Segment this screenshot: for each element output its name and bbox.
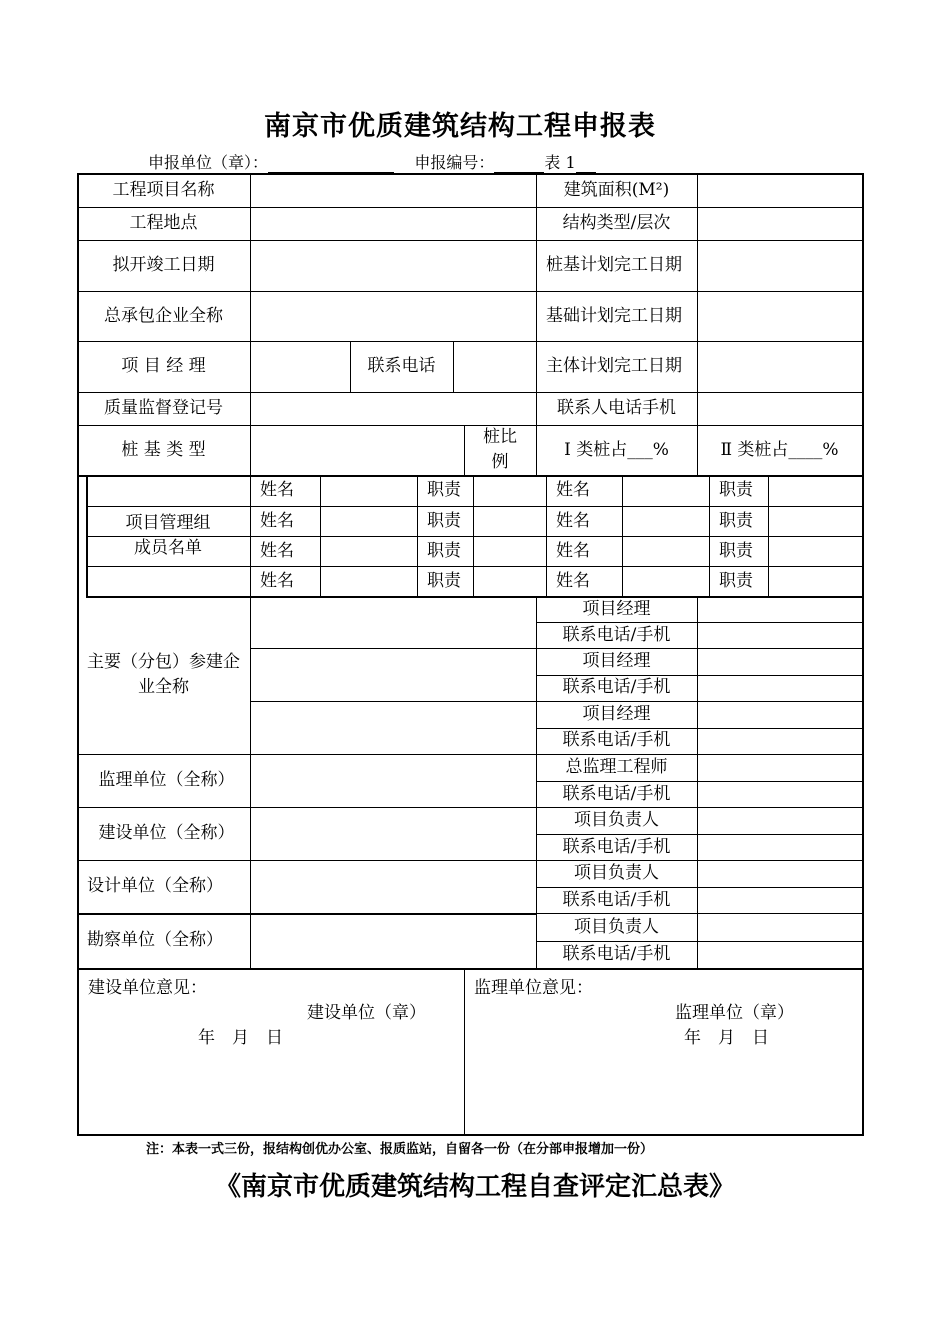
label-subcontract-pm — [536, 596, 697, 622]
label-team-name — [546, 536, 622, 566]
field-supervision-name[interactable] — [250, 754, 536, 807]
label-pile-ratio-text: 桩比例 — [483, 427, 517, 472]
label-team-duty-text: 职责 — [427, 570, 461, 591]
label-team-duty-text: 职责 — [427, 480, 461, 500]
field-start-end-date[interactable] — [250, 240, 536, 291]
header-line — [148, 150, 596, 173]
owner-seal-label: 建设单位（章） — [307, 1003, 426, 1023]
label-construction-phone-text: 联系电话/手机 — [562, 836, 671, 857]
field-pile-type[interactable] — [250, 425, 464, 475]
field-supervision-chief[interactable] — [697, 754, 862, 781]
label-contact-mobile — [536, 392, 697, 425]
label-location-text: 工程地点 — [129, 213, 198, 233]
field-construction-name[interactable] — [250, 807, 536, 860]
label-pile-type — [77, 425, 250, 475]
footnote: 注：本表一式三份，报结构创优办公室、报质监站，自留各一份（在分部申报增加一份） — [146, 1142, 654, 1157]
label-main-plan-date — [536, 341, 697, 392]
number-blank[interactable] — [494, 158, 544, 173]
label-building-area-text: 建筑面积(M²) — [563, 179, 670, 200]
label-team-name-text: 姓名 — [260, 570, 294, 591]
table-rule — [77, 1134, 864, 1136]
label-construction-leader — [536, 807, 697, 834]
label-team-text: 项目管理组成员名单 — [125, 512, 211, 558]
label-team-duty — [417, 566, 473, 596]
label-pile-ratio — [464, 425, 536, 475]
label-construction-phone — [536, 834, 697, 860]
field-team-name[interactable] — [320, 536, 417, 566]
field-team-duty[interactable] — [473, 475, 546, 506]
field-supervision-phone[interactable] — [697, 781, 862, 807]
table-number: 表 1 — [544, 153, 576, 172]
label-subcontract-text: 主要（分包）参建企业全称 — [87, 652, 240, 697]
field-design-leader[interactable] — [697, 860, 862, 887]
label-design-text: 设计单位（全称） — [87, 876, 223, 896]
field-building-area[interactable] — [697, 173, 862, 207]
label-team-duty — [417, 475, 473, 506]
label-start-end-date-text: 拟开竣工日期 — [112, 255, 215, 275]
label-design — [77, 860, 250, 913]
label-survey-leader-text: 项目负责人 — [574, 916, 659, 937]
label-contact-mobile-text: 联系人电话手机 — [557, 398, 676, 418]
label-contact-phone-text: 联系电话 — [367, 356, 436, 376]
field-contractor[interactable] — [250, 291, 536, 341]
field-subcontract-phone[interactable] — [697, 727, 862, 754]
label-subcontract-phone — [536, 674, 697, 701]
unit-blank[interactable] — [268, 158, 394, 173]
field-survey-name[interactable] — [250, 913, 536, 968]
field-foundation-plan-date[interactable] — [697, 291, 862, 341]
label-class2-pile — [697, 425, 862, 475]
label-subcontract-phone-text: 联系电话/手机 — [562, 677, 671, 697]
label-team-name-text: 姓名 — [260, 480, 294, 500]
field-team-duty[interactable] — [768, 536, 862, 566]
label-team-duty-text: 职责 — [427, 510, 461, 531]
label-subcontract-phone-text: 联系电话/手机 — [562, 730, 671, 750]
field-subcontract-name[interactable] — [250, 701, 536, 754]
field-team-name[interactable] — [622, 506, 709, 536]
field-subcontract-pm[interactable] — [697, 701, 862, 727]
label-design-phone — [536, 887, 697, 913]
field-team-name[interactable] — [320, 566, 417, 596]
label-team-name-text: 姓名 — [556, 480, 590, 500]
field-contact-phone[interactable] — [453, 341, 536, 392]
label-project-manager — [77, 341, 250, 392]
label-team-name-text: 姓名 — [260, 510, 294, 531]
label-team-duty — [709, 566, 768, 596]
label-team-duty-text: 职责 — [719, 480, 753, 500]
field-team-duty[interactable] — [768, 475, 862, 506]
field-team-name[interactable] — [622, 566, 709, 596]
label-survey — [77, 913, 250, 968]
field-project-name[interactable] — [250, 173, 536, 207]
field-team-name[interactable] — [320, 506, 417, 536]
label-start-end-date — [77, 240, 250, 291]
field-team-duty[interactable] — [473, 536, 546, 566]
field-survey-phone[interactable] — [697, 941, 862, 968]
field-subcontract-pm[interactable] — [697, 596, 862, 622]
label-structure-type — [536, 207, 697, 240]
label-team-duty-text: 职责 — [719, 570, 753, 591]
field-subcontract-name[interactable] — [250, 648, 536, 701]
label-project-name-text: 工程项目名称 — [112, 179, 215, 200]
label-team-duty — [709, 536, 768, 566]
label-foundation-plan-date-text: 基础计划完工日期 — [546, 305, 682, 326]
label-construction-text: 建设单位（全称） — [98, 823, 235, 843]
page-title: 南京市优质建筑结构工程申报表 — [264, 111, 656, 142]
field-team-duty[interactable] — [768, 566, 862, 596]
label-class2-pile-text: Ⅱ 类桩占____% — [720, 439, 839, 460]
label-structure-type-text: 结构类型/层次 — [562, 213, 671, 233]
label-project-manager-text: 项 目 经 理 — [121, 356, 206, 376]
field-pile-plan-date[interactable] — [697, 240, 862, 291]
label-project-name — [77, 173, 250, 207]
supervisor-date-label: 年 月 日 — [684, 1028, 769, 1048]
label-team-name-text: 姓名 — [260, 540, 294, 561]
label-design-phone-text: 联系电话/手机 — [562, 889, 671, 910]
label-subcontract-phone — [536, 727, 697, 754]
label-subcontract-phone — [536, 622, 697, 648]
label-supervision-phone — [536, 781, 697, 807]
field-main-plan-date[interactable] — [697, 341, 862, 392]
field-design-phone[interactable] — [697, 887, 862, 913]
field-design-name[interactable] — [250, 860, 536, 913]
field-subcontract-phone[interactable] — [697, 622, 862, 648]
field-location[interactable] — [250, 207, 536, 240]
label-survey-text: 勘察单位（全称） — [87, 930, 223, 950]
label-foundation-plan-date — [536, 291, 697, 341]
field-subcontract-name[interactable] — [250, 596, 536, 648]
field-team-name[interactable] — [320, 475, 417, 506]
label-supervision — [77, 754, 250, 807]
supervisor-opinion-title: 监理单位意见： — [474, 978, 593, 998]
label-team-name-text: 姓名 — [556, 570, 590, 591]
label-class1-pile-text: Ⅰ 类桩占___% — [564, 439, 669, 460]
label-design-leader-text: 项目负责人 — [574, 863, 659, 883]
label-survey-phone-text: 联系电话/手机 — [562, 944, 671, 964]
label-supervision-text: 监理单位（全称） — [98, 770, 235, 790]
field-team-duty[interactable] — [768, 506, 862, 536]
label-quality-reg-no — [77, 392, 250, 425]
field-owner-opinion[interactable] — [78, 1050, 463, 1133]
field-survey-leader[interactable] — [697, 913, 862, 941]
label-subcontract-pm — [536, 648, 697, 674]
label-subcontract-pm — [536, 701, 697, 727]
field-contact-mobile[interactable] — [697, 392, 862, 425]
label-team-duty-text: 职责 — [719, 540, 753, 561]
label-supervision-phone-text: 联系电话/手机 — [562, 783, 671, 804]
label-contractor-text: 总承包企业全称 — [104, 305, 223, 326]
label-team-duty — [709, 475, 768, 506]
field-supervisor-opinion[interactable] — [466, 1050, 861, 1133]
field-subcontract-phone[interactable] — [697, 674, 862, 701]
label-team-name — [250, 475, 320, 506]
label-team-name — [546, 566, 622, 596]
label-team-name — [546, 475, 622, 506]
label-team-name-text: 姓名 — [556, 540, 590, 561]
label-subcontract-phone-text: 联系电话/手机 — [562, 624, 671, 645]
label-team-duty-text: 职责 — [427, 540, 461, 561]
field-construction-phone[interactable] — [697, 834, 862, 860]
label-main-plan-date-text: 主体计划完工日期 — [546, 356, 682, 376]
field-subcontract-pm[interactable] — [697, 648, 862, 674]
label-construction-leader-text: 项目负责人 — [574, 810, 659, 830]
table-rule — [862, 173, 864, 1136]
summary-table-title: 《南京市优质建筑结构工程自查评定汇总表》 — [214, 1172, 735, 1202]
label-construction — [77, 807, 250, 860]
supervisor-seal-label: 监理单位（章） — [675, 1003, 794, 1023]
label-pile-plan-date-text: 桩基计划完工日期 — [546, 255, 682, 275]
label-pile-plan-date — [536, 240, 697, 291]
label-subcontract — [77, 596, 250, 754]
table-rule — [77, 968, 862, 970]
field-team-duty[interactable] — [473, 506, 546, 536]
label-team-duty — [417, 536, 473, 566]
label-team — [86, 475, 250, 596]
owner-opinion-title: 建设单位意见： — [88, 978, 207, 998]
label-subcontract-pm-text: 项目经理 — [582, 650, 651, 671]
label-team-duty — [709, 506, 768, 536]
field-project-manager[interactable] — [250, 341, 350, 392]
label-contact-phone — [350, 341, 453, 392]
label-pile-type-text: 桩 基 类 型 — [121, 439, 206, 460]
label-team-name — [546, 506, 622, 536]
field-team-name[interactable] — [622, 536, 709, 566]
field-team-name[interactable] — [622, 475, 709, 506]
table-number-blank — [576, 158, 596, 173]
field-quality-reg-no[interactable] — [250, 392, 536, 425]
label-team-name — [250, 536, 320, 566]
label-survey-phone — [536, 941, 697, 968]
label-team-duty-text: 职责 — [719, 510, 753, 531]
label-subcontract-pm-text: 项目经理 — [582, 598, 651, 619]
label-supervision-chief-text: 总监理工程师 — [565, 757, 668, 777]
label-quality-reg-no-text: 质量监督登记号 — [104, 398, 223, 418]
label-building-area — [536, 173, 697, 207]
label-team-duty — [417, 506, 473, 536]
label-team-name-text: 姓名 — [556, 510, 590, 531]
number-label: 申报编号： — [414, 153, 495, 172]
label-location — [77, 207, 250, 240]
label-class1-pile — [536, 425, 697, 475]
field-construction-leader[interactable] — [697, 807, 862, 834]
unit-label: 申报单位（章）： — [148, 153, 269, 172]
label-subcontract-pm-text: 项目经理 — [582, 703, 651, 724]
label-survey-leader — [536, 913, 697, 941]
label-team-name — [250, 506, 320, 536]
label-design-leader — [536, 860, 697, 887]
field-team-duty[interactable] — [473, 566, 546, 596]
label-team-name — [250, 566, 320, 596]
field-structure-type[interactable] — [697, 207, 862, 240]
label-supervision-chief — [536, 754, 697, 781]
table-rule — [464, 968, 465, 1134]
owner-date-label: 年 月 日 — [198, 1028, 283, 1048]
label-contractor — [77, 291, 250, 341]
